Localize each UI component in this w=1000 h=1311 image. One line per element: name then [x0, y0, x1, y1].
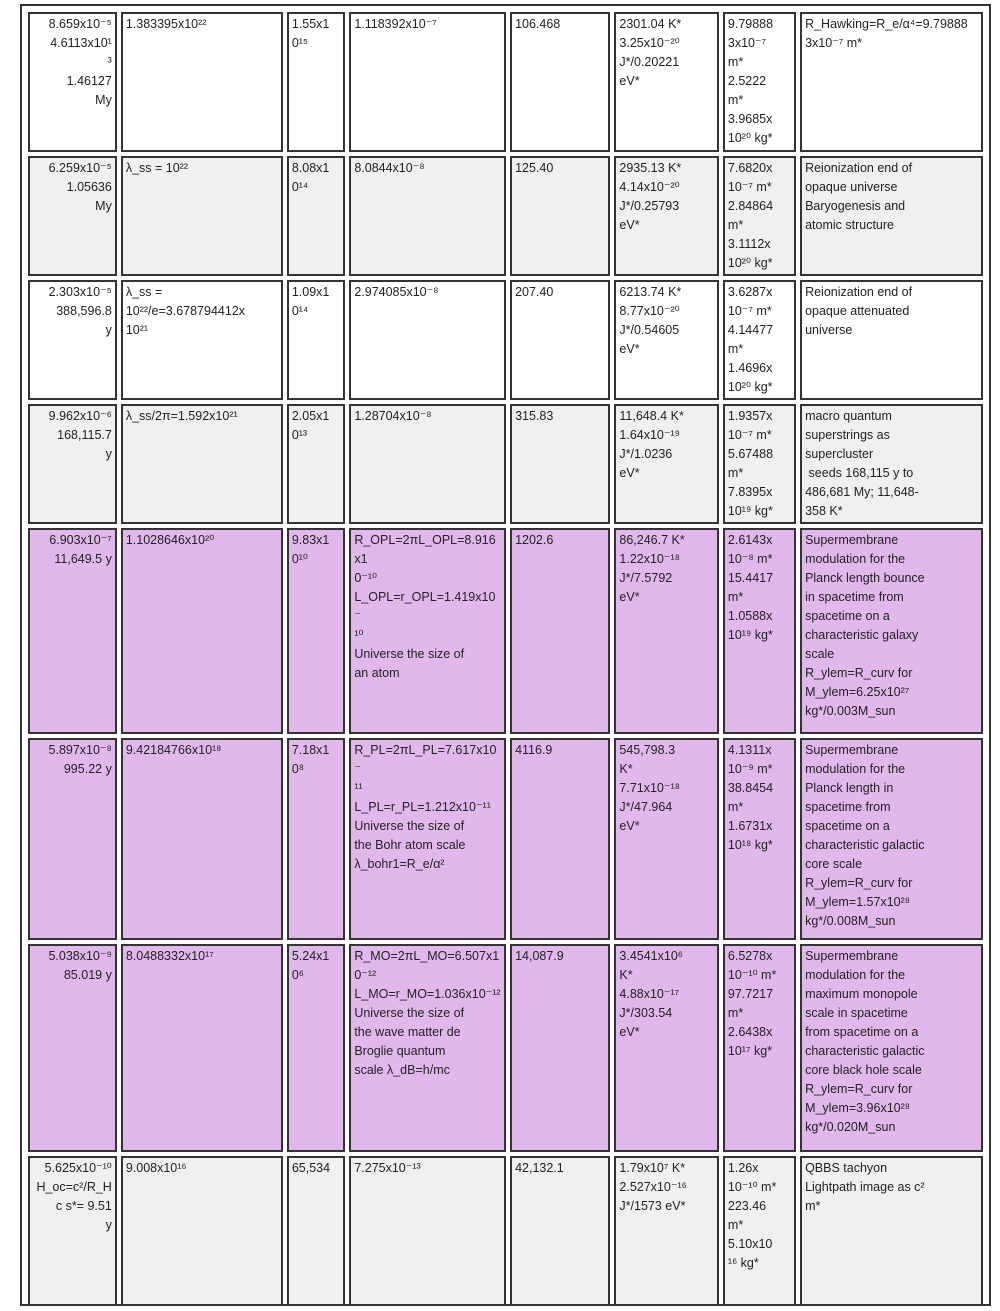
cell-text-line: m*	[727, 55, 744, 69]
cell-text-line: 4.1311x	[727, 743, 772, 757]
cell-count	[287, 528, 346, 734]
cell-text-line: 86,246.7 K*	[619, 533, 685, 547]
cell-time	[28, 944, 117, 1152]
cell-text-line: Universe the size of	[354, 647, 465, 661]
cell-description	[800, 944, 983, 1152]
table-row	[28, 528, 983, 734]
cell-text-line: m*	[727, 1218, 744, 1232]
cell-text-line: 2.527x10⁻¹⁶	[619, 1180, 687, 1194]
cell-text-line: 7.8395x	[727, 485, 773, 499]
table-row	[28, 12, 983, 152]
cell-text-line: Universe the size of	[354, 1006, 465, 1020]
cell-factor	[510, 12, 610, 152]
cell-text-line: ¹⁶ kg*	[727, 1256, 759, 1270]
cell-description	[800, 12, 983, 152]
cell-text-line: 995.22 y	[63, 762, 112, 776]
cell-text-line: 223.46	[727, 1199, 767, 1213]
cell-text-line: 388,596.8	[56, 304, 112, 318]
cell-text-line: λ_bohr1=R_e/α²	[354, 857, 445, 871]
cell-text-line: 15.4417	[727, 571, 774, 585]
cell-text-line: Broglie quantum	[354, 1044, 446, 1058]
cell-text-line: 6.903x10⁻⁷	[49, 533, 112, 547]
cell-text-line: y	[105, 323, 112, 337]
cell-temperature	[614, 12, 719, 152]
cell-text-line: M_ylem=6.25x10²⁷	[805, 685, 910, 699]
cell-text-line: 10²¹	[125, 323, 149, 337]
cell-time	[28, 1156, 117, 1306]
cell-text-line: m*	[727, 218, 744, 232]
cell-lambda	[121, 528, 283, 734]
cell-temperature	[614, 1156, 719, 1306]
cell-text-line: eV*	[619, 466, 640, 480]
cell-text-line: scale in spacetime	[805, 1006, 908, 1020]
cell-scale-mass	[723, 280, 796, 400]
cell-description	[800, 738, 983, 940]
table-row	[28, 1156, 983, 1306]
cell-text-line: 5.897x10⁻⁸	[48, 743, 112, 757]
cell-text-line: 0¹³	[291, 428, 308, 442]
cell-text-line: QBBS tachyon	[805, 1161, 888, 1175]
cell-scale-mass	[723, 1156, 796, 1306]
cell-text-line: Universe the size of	[354, 819, 465, 833]
cell-text-line: 1.09x1	[291, 285, 330, 299]
cell-text-line: 106.468	[515, 17, 561, 31]
cell-text-line: R_PL=2πL_PL=7.617x10⁻	[354, 743, 497, 776]
cell-text-line: y	[105, 1218, 112, 1232]
cell-text-line: 85.019 y	[63, 968, 112, 982]
cell-text-line: λ_ss = 10²²	[125, 161, 189, 175]
cell-text-line: characteristic galaxy	[805, 628, 919, 642]
cell-text-line: m*	[727, 1006, 744, 1020]
cell-text-line: 9.008x10¹⁶	[125, 1161, 187, 1175]
cell-text-line: 10¹⁹ kg*	[727, 628, 773, 642]
cell-text-line: ¹⁰	[354, 628, 364, 642]
cell-text-line: opaque universe	[805, 180, 898, 194]
cell-count	[287, 12, 346, 152]
cell-temperature	[614, 528, 719, 734]
cell-text-line: 7.18x1	[291, 743, 330, 757]
cell-text-line: 5.24x1	[291, 949, 330, 963]
cell-text-line: 125.40	[515, 161, 554, 175]
cell-text-line: 1.4696x	[727, 361, 773, 375]
cell-text-line: 4.88x10⁻¹⁷	[619, 987, 680, 1001]
cell-text-line: 0⁸	[291, 762, 305, 776]
cell-text-line: 168,115.7	[57, 428, 112, 442]
cell-text-line: 2.5222	[727, 74, 767, 88]
cell-text-line: 0¹⁴	[291, 304, 309, 318]
cell-text-line: kg*/0.008M_sun	[805, 914, 896, 928]
cell-text-line: R_ylem=R_curv for	[805, 666, 913, 680]
cell-text-line: spacetime on a	[805, 609, 890, 623]
cell-time	[28, 528, 117, 734]
cell-text-line: 4116.9	[515, 743, 553, 757]
cell-lambda	[121, 738, 283, 940]
cell-text-line: m*	[727, 590, 744, 604]
cell-text-line: 0⁻¹²	[354, 968, 377, 982]
cell-text-line: modulation for the	[805, 968, 906, 982]
cell-text-line: y	[105, 447, 112, 461]
cell-text-line: 3x10⁻⁷ m*	[805, 36, 863, 50]
cell-scale-mass	[723, 738, 796, 940]
cell-text-line: 10¹⁷ kg*	[727, 1044, 773, 1058]
cell-text-line: Reionization end of	[805, 285, 913, 299]
cell-text-line: 97.7217	[727, 987, 774, 1001]
cell-text-line: 0⁻¹⁰	[354, 571, 378, 585]
cell-text-line: J*/0.20221	[619, 55, 680, 69]
cell-text-line: 9.962x10⁻⁶	[48, 409, 112, 423]
cell-time	[28, 156, 117, 276]
cell-text-line: m*	[727, 800, 744, 814]
cell-text-line: 1.118392x10⁻⁷	[354, 17, 437, 31]
cell-text-line: J*/0.25793	[619, 199, 680, 213]
table-row	[28, 404, 983, 524]
cell-text-line: 38.8454	[727, 781, 774, 795]
cell-text-line: eV*	[619, 819, 640, 833]
cell-factor	[510, 1156, 610, 1306]
cell-text-line: core scale	[805, 857, 863, 871]
cell-text-line: H_oc=c²/R_H	[36, 1180, 112, 1194]
cell-text-line: eV*	[619, 590, 640, 604]
cell-text-line: characteristic galactic	[805, 1044, 925, 1058]
cell-length	[349, 404, 506, 524]
cell-lambda	[121, 1156, 283, 1306]
cell-text-line: m*	[727, 342, 744, 356]
cell-count	[287, 404, 346, 524]
cell-scale-mass	[723, 528, 796, 734]
cell-text-line: Baryogenesis and	[805, 199, 906, 213]
cell-text-line: J*/1.0236	[619, 447, 673, 461]
cell-text-line: seeds 168,115 y to	[805, 466, 914, 480]
cell-factor	[510, 944, 610, 1152]
cell-text-line: L_PL=r_PL=1.212x10⁻¹¹	[354, 800, 491, 814]
cell-text-line: kg*/0.020M_sun	[805, 1120, 896, 1134]
cell-text-line: R_ylem=R_curv for	[805, 876, 913, 890]
cell-text-line: 1.0588x	[727, 609, 773, 623]
cell-text-line: J*/0.54605	[619, 323, 680, 337]
cell-factor	[510, 738, 610, 940]
cell-text-line: 1.46127	[66, 74, 112, 88]
cell-text-line: 9.83x1	[291, 533, 330, 547]
cell-text-line: 10⁻¹⁰ m*	[727, 1180, 777, 1194]
cell-text-line: an atom	[354, 666, 400, 680]
cell-text-line: 7.6820x	[727, 161, 773, 175]
table-row	[28, 280, 983, 400]
cell-text-line: Supermembrane	[805, 533, 899, 547]
cell-text-line: 3.9685x	[727, 112, 773, 126]
cell-scale-mass	[723, 156, 796, 276]
cell-time	[28, 280, 117, 400]
cell-text-line: Lightpath image as c²	[805, 1180, 925, 1194]
cell-text-line: atomic structure	[805, 218, 894, 232]
cell-text-line: 0¹⁰	[291, 552, 308, 566]
cell-text-line: Planck length bounce	[805, 571, 925, 585]
cell-text-line: 1.383395x10²²	[125, 17, 207, 31]
cell-text-line: the wave matter de	[354, 1025, 461, 1039]
cell-text-line: 2.6438x	[727, 1025, 773, 1039]
cell-count	[287, 280, 346, 400]
cell-lambda	[121, 12, 283, 152]
cell-text-line: 5.625x10⁻¹⁰	[44, 1161, 112, 1175]
cell-text-line: 1202.6	[515, 533, 554, 547]
cell-text-line: 1.26x	[727, 1161, 759, 1175]
cell-text-line: 6213.74 K*	[619, 285, 682, 299]
cell-text-line: 10²⁰ kg*	[727, 256, 773, 270]
cell-text-line: 8.659x10⁻⁵	[48, 17, 112, 31]
cell-scale-mass	[723, 404, 796, 524]
cell-text-line: 10⁻⁸ m*	[727, 552, 773, 566]
cell-text-line: 10⁻¹⁰ m*	[727, 968, 777, 982]
cell-text-line: supercluster	[805, 447, 874, 461]
cell-text-line: 486,681 My; 11,648-	[805, 485, 919, 499]
cell-length	[349, 280, 506, 400]
cell-text-line: 3x10⁻⁷	[727, 36, 767, 50]
cell-text-line: from spacetime on a	[805, 1025, 919, 1039]
cell-text-line: 14,087.9	[515, 949, 564, 963]
cell-text-line: eV*	[619, 74, 640, 88]
cell-text-line: 3.25x10⁻²⁰	[619, 36, 680, 50]
cell-text-line: J*/1573 eV*	[619, 1199, 686, 1213]
cell-text-line: 1.6731x	[727, 819, 773, 833]
cell-text-line: 9.42184766x10¹⁸	[125, 743, 222, 757]
cell-text-line: ³	[107, 55, 112, 69]
cell-text-line: m*	[727, 93, 744, 107]
cell-text-line: the Bohr atom scale	[354, 838, 466, 852]
data-table-frame	[20, 4, 991, 1306]
cell-text-line: Planck length in	[805, 781, 894, 795]
cell-text-line: J*/47.964	[619, 800, 673, 814]
cell-factor	[510, 404, 610, 524]
cell-time	[28, 404, 117, 524]
cell-text-line: c s*= 9.51	[55, 1199, 112, 1213]
cell-text-line: 4.6113x10¹	[50, 36, 112, 50]
cell-time	[28, 738, 117, 940]
cell-description	[800, 280, 983, 400]
cell-text-line: R_MO=2πL_MO=6.507x1	[354, 949, 500, 963]
cell-lambda	[121, 944, 283, 1152]
cell-text-line: 10²⁰ kg*	[727, 131, 773, 145]
cell-text-line: 2.84864	[727, 199, 774, 213]
cell-count	[287, 1156, 346, 1306]
cell-description	[800, 528, 983, 734]
cell-text-line: modulation for the	[805, 762, 906, 776]
cell-text-line: 7.71x10⁻¹⁸	[619, 781, 680, 795]
cell-text-line: 2.05x1	[291, 409, 330, 423]
cell-factor	[510, 156, 610, 276]
cell-length	[349, 944, 506, 1152]
cell-lambda	[121, 156, 283, 276]
cell-text-line: macro quantum	[805, 409, 892, 423]
cell-text-line: 11,649.5 y	[54, 552, 112, 566]
cell-text-line: characteristic galactic	[805, 838, 925, 852]
cell-text-line: 1.64x10⁻¹⁹	[619, 428, 681, 442]
cell-count	[287, 156, 346, 276]
cell-text-line: 42,132.1	[515, 1161, 564, 1175]
cell-text-line: 65,534	[291, 1161, 331, 1175]
cell-text-line: 11,648.4 K*	[619, 409, 684, 423]
cell-text-line: 545,798.3	[619, 743, 676, 757]
cell-text-line: 3.6287x	[727, 285, 773, 299]
cell-time	[28, 12, 117, 152]
cell-text-line: 5.10x10	[727, 1237, 773, 1251]
data-table	[24, 8, 987, 1310]
cell-scale-mass	[723, 944, 796, 1152]
cell-count	[287, 738, 346, 940]
cell-temperature	[614, 156, 719, 276]
cell-text-line: L_OPL=r_OPL=1.419x10⁻	[354, 590, 496, 623]
cell-text-line: 0¹⁴	[291, 180, 309, 194]
cell-text-line: 5.038x10⁻⁹	[48, 949, 112, 963]
cell-text-line: 8.77x10⁻²⁰	[619, 304, 680, 318]
cell-text-line: 10⁻⁷ m*	[727, 428, 772, 442]
cell-text-line: R_OPL=2πL_OPL=8.916x1	[354, 533, 496, 566]
cell-text-line: 0⁶	[291, 968, 304, 982]
cell-text-line: 1.9357x	[727, 409, 773, 423]
cell-count	[287, 944, 346, 1152]
cell-description	[800, 156, 983, 276]
cell-text-line: 7.275x10⁻¹³	[354, 1161, 421, 1175]
cell-text-line: 2301.04 K*	[619, 17, 682, 31]
cell-text-line: eV*	[619, 218, 640, 232]
cell-text-line: spacetime on a	[805, 819, 890, 833]
cell-description	[800, 404, 983, 524]
cell-text-line: 9.79888	[727, 17, 774, 31]
table-row	[28, 156, 983, 276]
cell-text-line: K*	[619, 968, 633, 982]
cell-text-line: eV*	[619, 1025, 640, 1039]
cell-text-line: m*	[727, 466, 744, 480]
cell-text-line: 10²²/e=3.678794412x	[125, 304, 246, 318]
table-row	[28, 738, 983, 940]
cell-text-line: kg*/0.003M_sun	[805, 704, 896, 718]
cell-factor	[510, 528, 610, 734]
cell-text-line: 10⁻⁷ m*	[727, 180, 772, 194]
cell-description	[800, 1156, 983, 1306]
cell-text-line: spacetime from	[805, 800, 891, 814]
cell-text-line: 2.974085x10⁻⁸	[354, 285, 439, 299]
cell-text-line: 6.259x10⁻⁵	[48, 161, 112, 175]
cell-temperature	[614, 404, 719, 524]
cell-text-line: m*	[805, 1199, 821, 1213]
cell-lambda	[121, 280, 283, 400]
cell-text-line: in spacetime from	[805, 590, 904, 604]
cell-text-line: J*/7.5792	[619, 571, 673, 585]
cell-text-line: Supermembrane	[805, 743, 899, 757]
cell-temperature	[614, 738, 719, 940]
cell-text-line: 10²⁰ kg*	[727, 380, 773, 394]
cell-text-line: 10¹⁹ kg*	[727, 504, 773, 518]
cell-text-line: Supermembrane	[805, 949, 899, 963]
cell-text-line: R_Hawking=R_e/α⁴=9.79888	[805, 17, 968, 31]
cell-text-line: 10⁻⁹ m*	[727, 762, 773, 776]
cell-text-line: 358 K*	[805, 504, 843, 518]
cell-temperature	[614, 944, 719, 1152]
cell-text-line: core black hole scale	[805, 1063, 922, 1077]
cell-text-line: My	[95, 93, 112, 107]
cell-length	[349, 12, 506, 152]
cell-text-line: My	[95, 199, 112, 213]
cell-text-line: 1.22x10⁻¹⁸	[619, 552, 680, 566]
cell-text-line: scale λ_dB=h/mc	[354, 1063, 450, 1077]
cell-text-line: 1.1028646x10²⁰	[125, 533, 215, 547]
cell-temperature	[614, 280, 719, 400]
cell-text-line: 0¹⁵	[291, 36, 309, 50]
cell-scale-mass	[723, 12, 796, 152]
cell-text-line: scale	[805, 647, 835, 661]
cell-text-line: λ_ss =	[125, 285, 163, 299]
cell-text-line: 2.6143x	[727, 533, 773, 547]
cell-text-line: 4.14x10⁻²⁰	[619, 180, 680, 194]
cell-text-line: 207.40	[515, 285, 554, 299]
cell-text-line: 8.0488332x10¹⁷	[125, 949, 214, 963]
cell-text-line: 8.0844x10⁻⁸	[354, 161, 425, 175]
cell-text-line: 1.79x10⁷ K*	[619, 1161, 686, 1175]
cell-text-line: Reionization end of	[805, 161, 913, 175]
cell-length	[349, 156, 506, 276]
cell-text-line: ¹¹	[354, 781, 363, 795]
cell-text-line: K*	[619, 762, 633, 776]
cell-length	[349, 738, 506, 940]
cell-length	[349, 528, 506, 734]
cell-text-line: M_ylem=1.57x10²⁸	[805, 895, 911, 909]
cell-factor	[510, 280, 610, 400]
cell-text-line: 3.4541x10⁶	[619, 949, 683, 963]
cell-length	[349, 1156, 506, 1306]
cell-text-line: L_MO=r_MO=1.036x10⁻¹²	[354, 987, 501, 1001]
cell-text-line: 1.05636	[66, 180, 112, 194]
cell-text-line: M_ylem=3.96x10²⁸	[805, 1101, 911, 1115]
cell-text-line: eV*	[619, 342, 640, 356]
cell-text-line: 1.28704x10⁻⁸	[354, 409, 432, 423]
cell-text-line: 5.67488	[727, 447, 774, 461]
cell-text-line: 2935.13 K*	[619, 161, 682, 175]
cell-text-line: 1.55x1	[291, 17, 330, 31]
table-row	[28, 944, 983, 1152]
cell-text-line: universe	[805, 323, 853, 337]
cell-text-line: opaque attenuated	[805, 304, 910, 318]
cell-text-line: R_ylem=R_curv for	[805, 1082, 913, 1096]
cell-text-line: maximum monopole	[805, 987, 918, 1001]
cell-text-line: superstrings as	[805, 428, 890, 442]
cell-text-line: 6.5278x	[727, 949, 773, 963]
cell-text-line: J*/303.54	[619, 1006, 673, 1020]
cell-text-line: modulation for the	[805, 552, 906, 566]
cell-lambda	[121, 404, 283, 524]
cell-text-line: 3.1112x	[727, 237, 771, 251]
cell-text-line: 10⁻⁷ m*	[727, 304, 772, 318]
cell-text-line: 4.14477	[727, 323, 774, 337]
cell-text-line: 10¹⁸ kg*	[727, 838, 773, 852]
cell-text-line: λ_ss/2π=1.592x10²¹	[125, 409, 238, 423]
cell-text-line: 2.303x10⁻⁵	[48, 285, 112, 299]
cell-text-line: 315.83	[515, 409, 554, 423]
cell-text-line: 8.08x1	[291, 161, 330, 175]
